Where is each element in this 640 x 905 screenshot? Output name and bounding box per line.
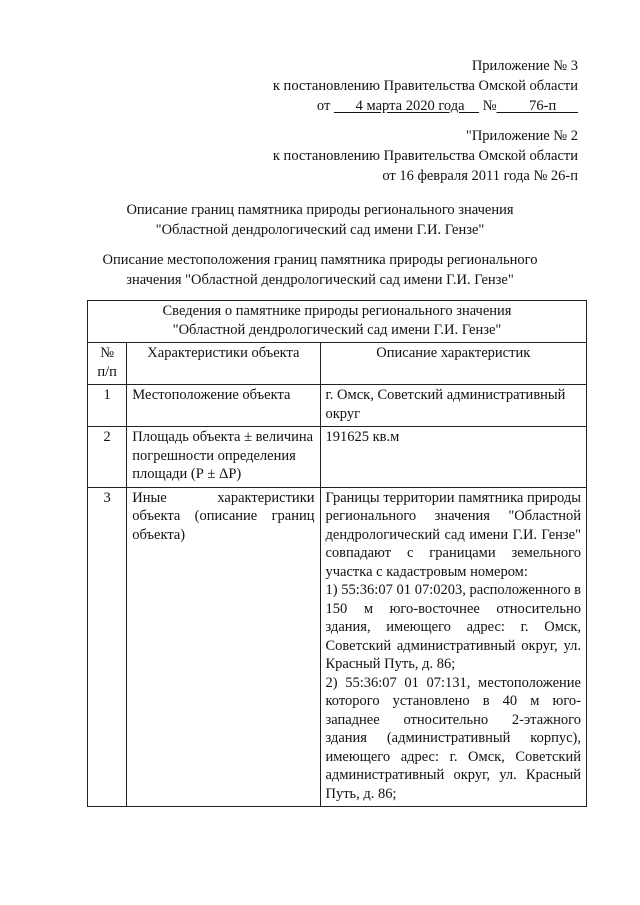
row-description: [320, 487, 587, 807]
column-header-characteristics: Характеристики объекта: [127, 343, 320, 385]
parcel-2-description: 2) 55:36:07 01 07:131, местоположение которого установлено в 40 м юго-западнее относительно 2-этажного здания (административный корпус), имеющего адрес: г. Омск, Советский административный округ, ул. Красный Путь, д. 86;: [325, 674, 581, 802]
appendix-3-header: [273, 56, 578, 116]
section-title: [0, 250, 640, 290]
appendix-3-title: Приложение № 3: [471, 58, 578, 74]
row-characteristic: Иные характеристики объекта (описание границ объекта): [127, 487, 320, 807]
decree-number: 76-п: [529, 98, 557, 114]
appendix-2-decree: к постановлению Правительства Омской области: [272, 148, 578, 164]
appendix-2-title: "Приложение № 2: [465, 128, 578, 144]
table-caption-line-1: Сведения о памятнике природы регионального значения: [162, 303, 512, 319]
nature-monument-table: [87, 300, 587, 807]
row-number: 1: [88, 385, 127, 427]
section-title-line-2: значения "Областной дендрологический сад имени Г.И. Гензе": [126, 272, 514, 288]
row-description: 191625 кв.м: [320, 427, 587, 488]
table-header-row: [88, 343, 587, 385]
boundary-description: Границы территории памятника природы регионального значения "Областной дендрологический сад имени Г.И. Гензе" совпадают с границами земельного участка с кадастровым номером:: [325, 489, 581, 580]
table-caption: [88, 301, 587, 343]
row-description: г. Омск, Советский административный округ: [320, 385, 587, 427]
parcel-1-description: 1) 55:36:07 01 07:0203, расположенного в 150 м юго-восточнее относительно здания, имеющего адрес: г. Омск, Советский административный округ, ул. Красный Путь, д. 86;: [325, 582, 581, 672]
from-label: от: [316, 98, 331, 114]
table-row: [88, 427, 587, 488]
table-caption-row: [88, 301, 587, 343]
document-title-line-1: Описание границ памятника природы регионального значения: [126, 202, 514, 218]
document-title: [0, 200, 640, 240]
column-header-description: Описание характеристик: [320, 343, 587, 385]
appendix-2-header: [273, 126, 578, 186]
row-characteristic: Площадь объекта ± величина погрешности определения площади (Р ± ΔР): [127, 427, 320, 488]
table-row: [88, 487, 587, 807]
document-title-line-2: "Областной дендрологический сад имени Г.И. Гензе": [155, 222, 485, 238]
row-number: 2: [88, 427, 127, 488]
table-row: [88, 385, 587, 427]
row-number: 3: [88, 487, 127, 807]
appendix-2-date-line: от 16 февраля 2011 года № 26-п: [382, 168, 578, 184]
row-characteristic: Местоположение объекта: [127, 385, 320, 427]
appendix-3-date-line: [273, 96, 578, 116]
section-title-line-1: Описание местоположения границ памятника природы регионального: [102, 252, 538, 268]
appendix-3-decree: к постановлению Правительства Омской области: [272, 78, 578, 94]
decree-date: 4 марта 2020 года: [355, 98, 465, 114]
column-header-number: № п/п: [88, 343, 127, 385]
number-label: №: [482, 98, 497, 114]
table-caption-line-2: "Областной дендрологический сад имени Г.И. Гензе": [172, 321, 502, 338]
